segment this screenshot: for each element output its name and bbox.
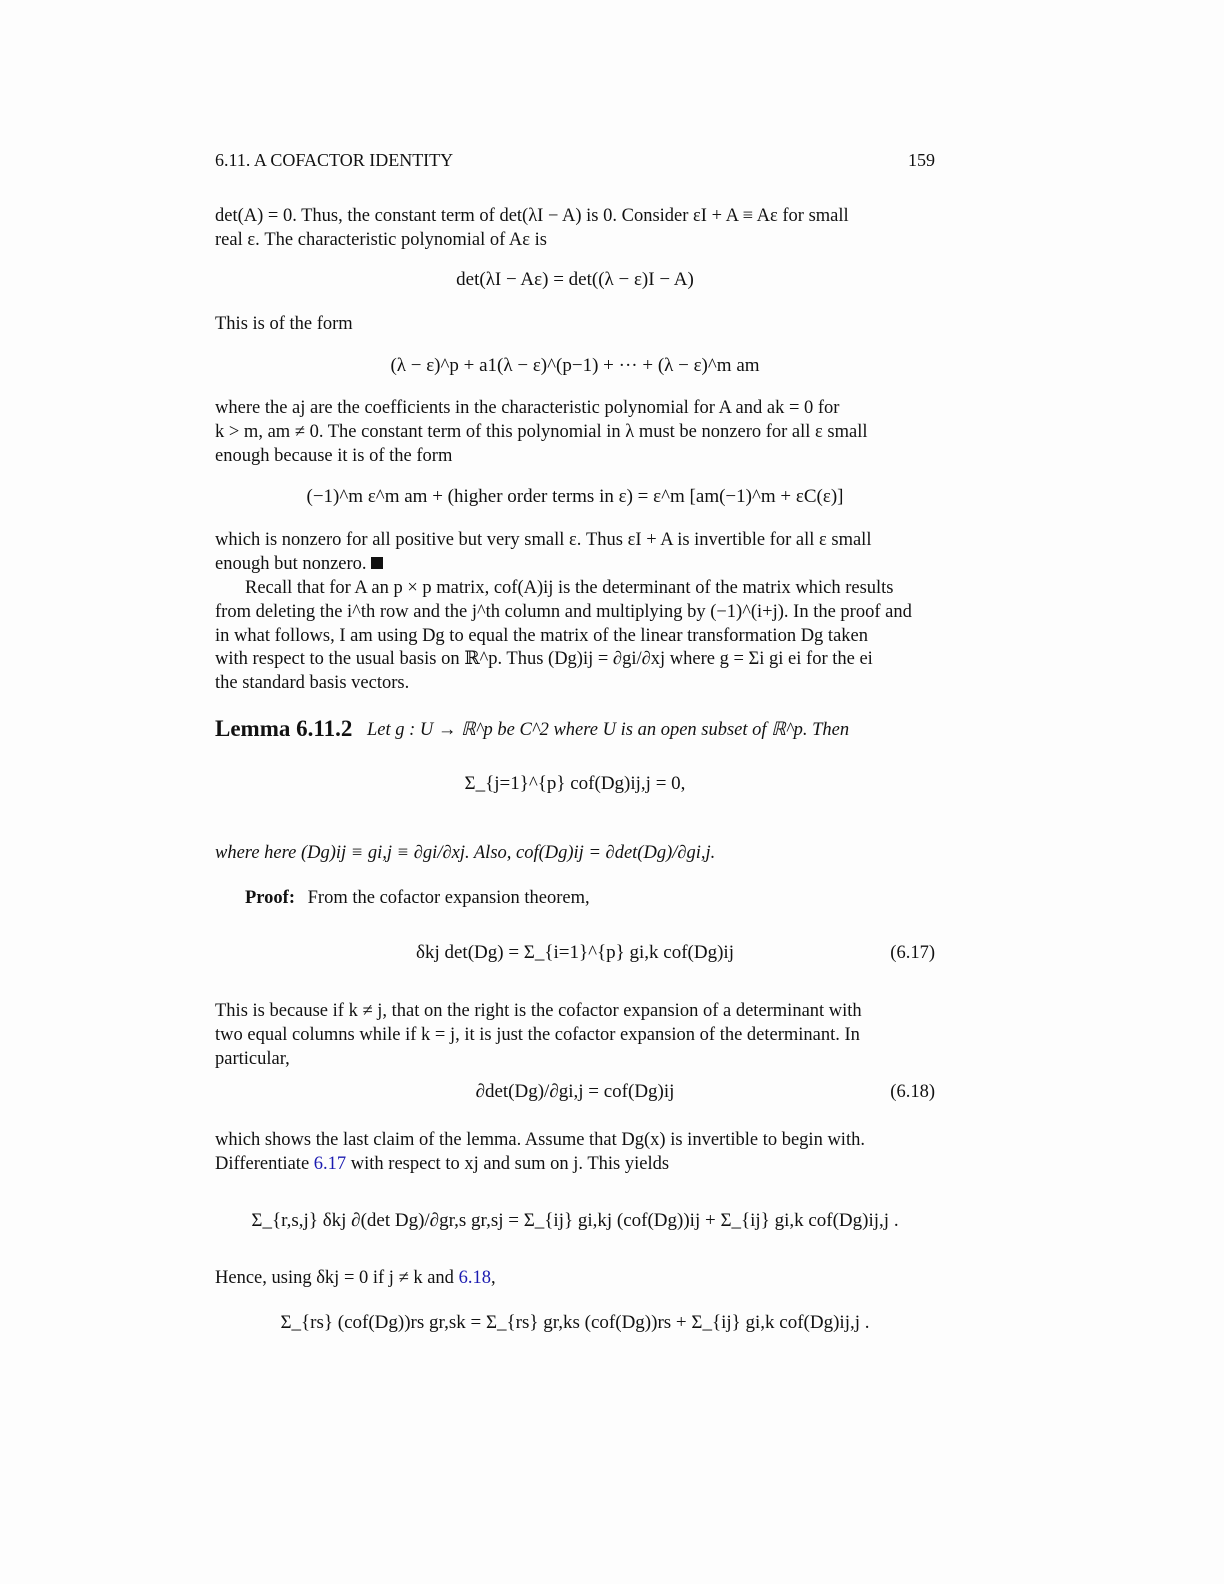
p8-text: Hence, using δkj = 0 if j ≠ k and (215, 1268, 454, 1288)
lemma-equation: Σ_{j=1}^{p} cof(Dg)ij,j = 0, (464, 773, 686, 794)
running-header (215, 150, 935, 171)
p1-line2: real ε. The characteristic polynomial of Aε is (215, 229, 547, 250)
equation-6-17: δkj det(Dg) = Σ_{i=1}^{p} gi,k cof(Dg)ij (416, 942, 734, 963)
qed-square-icon (371, 557, 383, 569)
paragraph-7 (215, 1129, 935, 1177)
equation-number-6-18: (6.18) (890, 1082, 935, 1102)
paragraph-6 (215, 1000, 935, 1071)
p4-line1: which is nonzero for all positive but very small ε. Thus εI + A is invertible for all ε small (215, 530, 872, 550)
lemma-where: where here (Dg)ij ≡ gi,j ≡ ∂gi/∂xj. Also, cof(Dg)ij = ∂det(Dg)/∂gi,j. (215, 843, 716, 863)
paragraph-8 (215, 1267, 935, 1291)
p5-line1: Recall that for A an p × p matrix, cof(A)ij is the determinant of the matrix which results (245, 578, 894, 598)
equation-number-6-17: (6.17) (890, 943, 935, 963)
p3-line2: k > m, am ≠ 0. The constant term of this polynomial in λ must be nonzero for all ε small (215, 421, 868, 442)
page-number: 159 (908, 150, 935, 170)
equation-big-1: Σ_{r,s,j} δkj ∂(det Dg)/∂gr,s gr,sj = Σ_{ij} gi,kj (cof(Dg))ij + Σ_{ij} gi,k cof(Dg)ij,j . (251, 1210, 899, 1231)
proof-line (245, 888, 590, 909)
lemma-statement: Let g : U → ℝ^p be C^2 where U is an open subset of ℝ^p. Then (367, 720, 850, 740)
p7-line2b: with respect to xj and sum on j. This yields (350, 1153, 670, 1174)
paragraph-2: This is of the form (215, 314, 353, 334)
p5-line5: the standard basis vectors. (215, 673, 410, 694)
p6-line1: This is because if k ≠ j, that on the right is the cofactor expansion of a determinant with (215, 1001, 862, 1021)
paragraph-3 (215, 397, 935, 468)
p8-comma: , (490, 1268, 496, 1288)
p7-line2a: Differentiate (215, 1153, 310, 1174)
equation-2: (λ − ε)^p + a1(λ − ε)^(p−1) + ··· + (λ − ε)^m am (390, 355, 760, 376)
equation-1: det(λI − Aε) = det((λ − ε)I − A) (456, 269, 694, 290)
equation-link-6-17[interactable]: 6.17 (313, 1153, 347, 1174)
paragraph-5 (215, 577, 935, 696)
equation-6-18: ∂det(Dg)/∂gi,j = cof(Dg)ij (475, 1081, 675, 1102)
proof-label: Proof: (245, 888, 295, 908)
section-title: 6.11. A COFACTOR IDENTITY (215, 150, 454, 170)
p1-line1: det(A) = 0. Thus, the constant term of det(λI − A) is 0. Consider εI + A ≡ Aε for small (215, 206, 849, 226)
p6-line3: particular, (215, 1048, 290, 1069)
p7-line1: which shows the last claim of the lemma. Assume that Dg(x) is invertible to begin with. (215, 1130, 865, 1150)
p5-line4: with respect to the usual basis on ℝ^p. Thus (Dg)ij = ∂gi/∂xj where g = Σi gi ei for the ei (215, 649, 873, 670)
p6-line2: two equal columns while if k = j, it is just the cofactor expansion of the determinant. In (215, 1024, 860, 1045)
paragraph-1 (215, 205, 935, 253)
p5-line3: in what follows, I am using Dg to equal the matrix of the linear transformation Dg taken (215, 625, 868, 646)
equation-link-6-18[interactable]: 6.18 (458, 1268, 491, 1288)
p5-line2: from deleting the i^th row and the j^th column and multiplying by (−1)^(i+j). In the proof and (215, 601, 912, 622)
proof-text: From the cofactor expansion theorem, (307, 888, 590, 908)
equation-big-2: Σ_{rs} (cof(Dg))rs gr,sk = Σ_{rs} gr,ks (cof(Dg))rs + Σ_{ij} gi,k cof(Dg)ij,j . (280, 1312, 870, 1333)
p4-line2: enough but nonzero. (215, 553, 367, 574)
lemma-title: Lemma 6.11.2 (215, 716, 353, 741)
paragraph-4 (215, 529, 935, 577)
p3-line1: where the aj are the coefficients in the characteristic polynomial for A and ak = 0 for (215, 398, 840, 418)
equation-3: (−1)^m ε^m am + (higher order terms in ε) = ε^m [am(−1)^m + εC(ε)] (306, 486, 844, 507)
p3-line3: enough because it is of the form (215, 445, 453, 466)
